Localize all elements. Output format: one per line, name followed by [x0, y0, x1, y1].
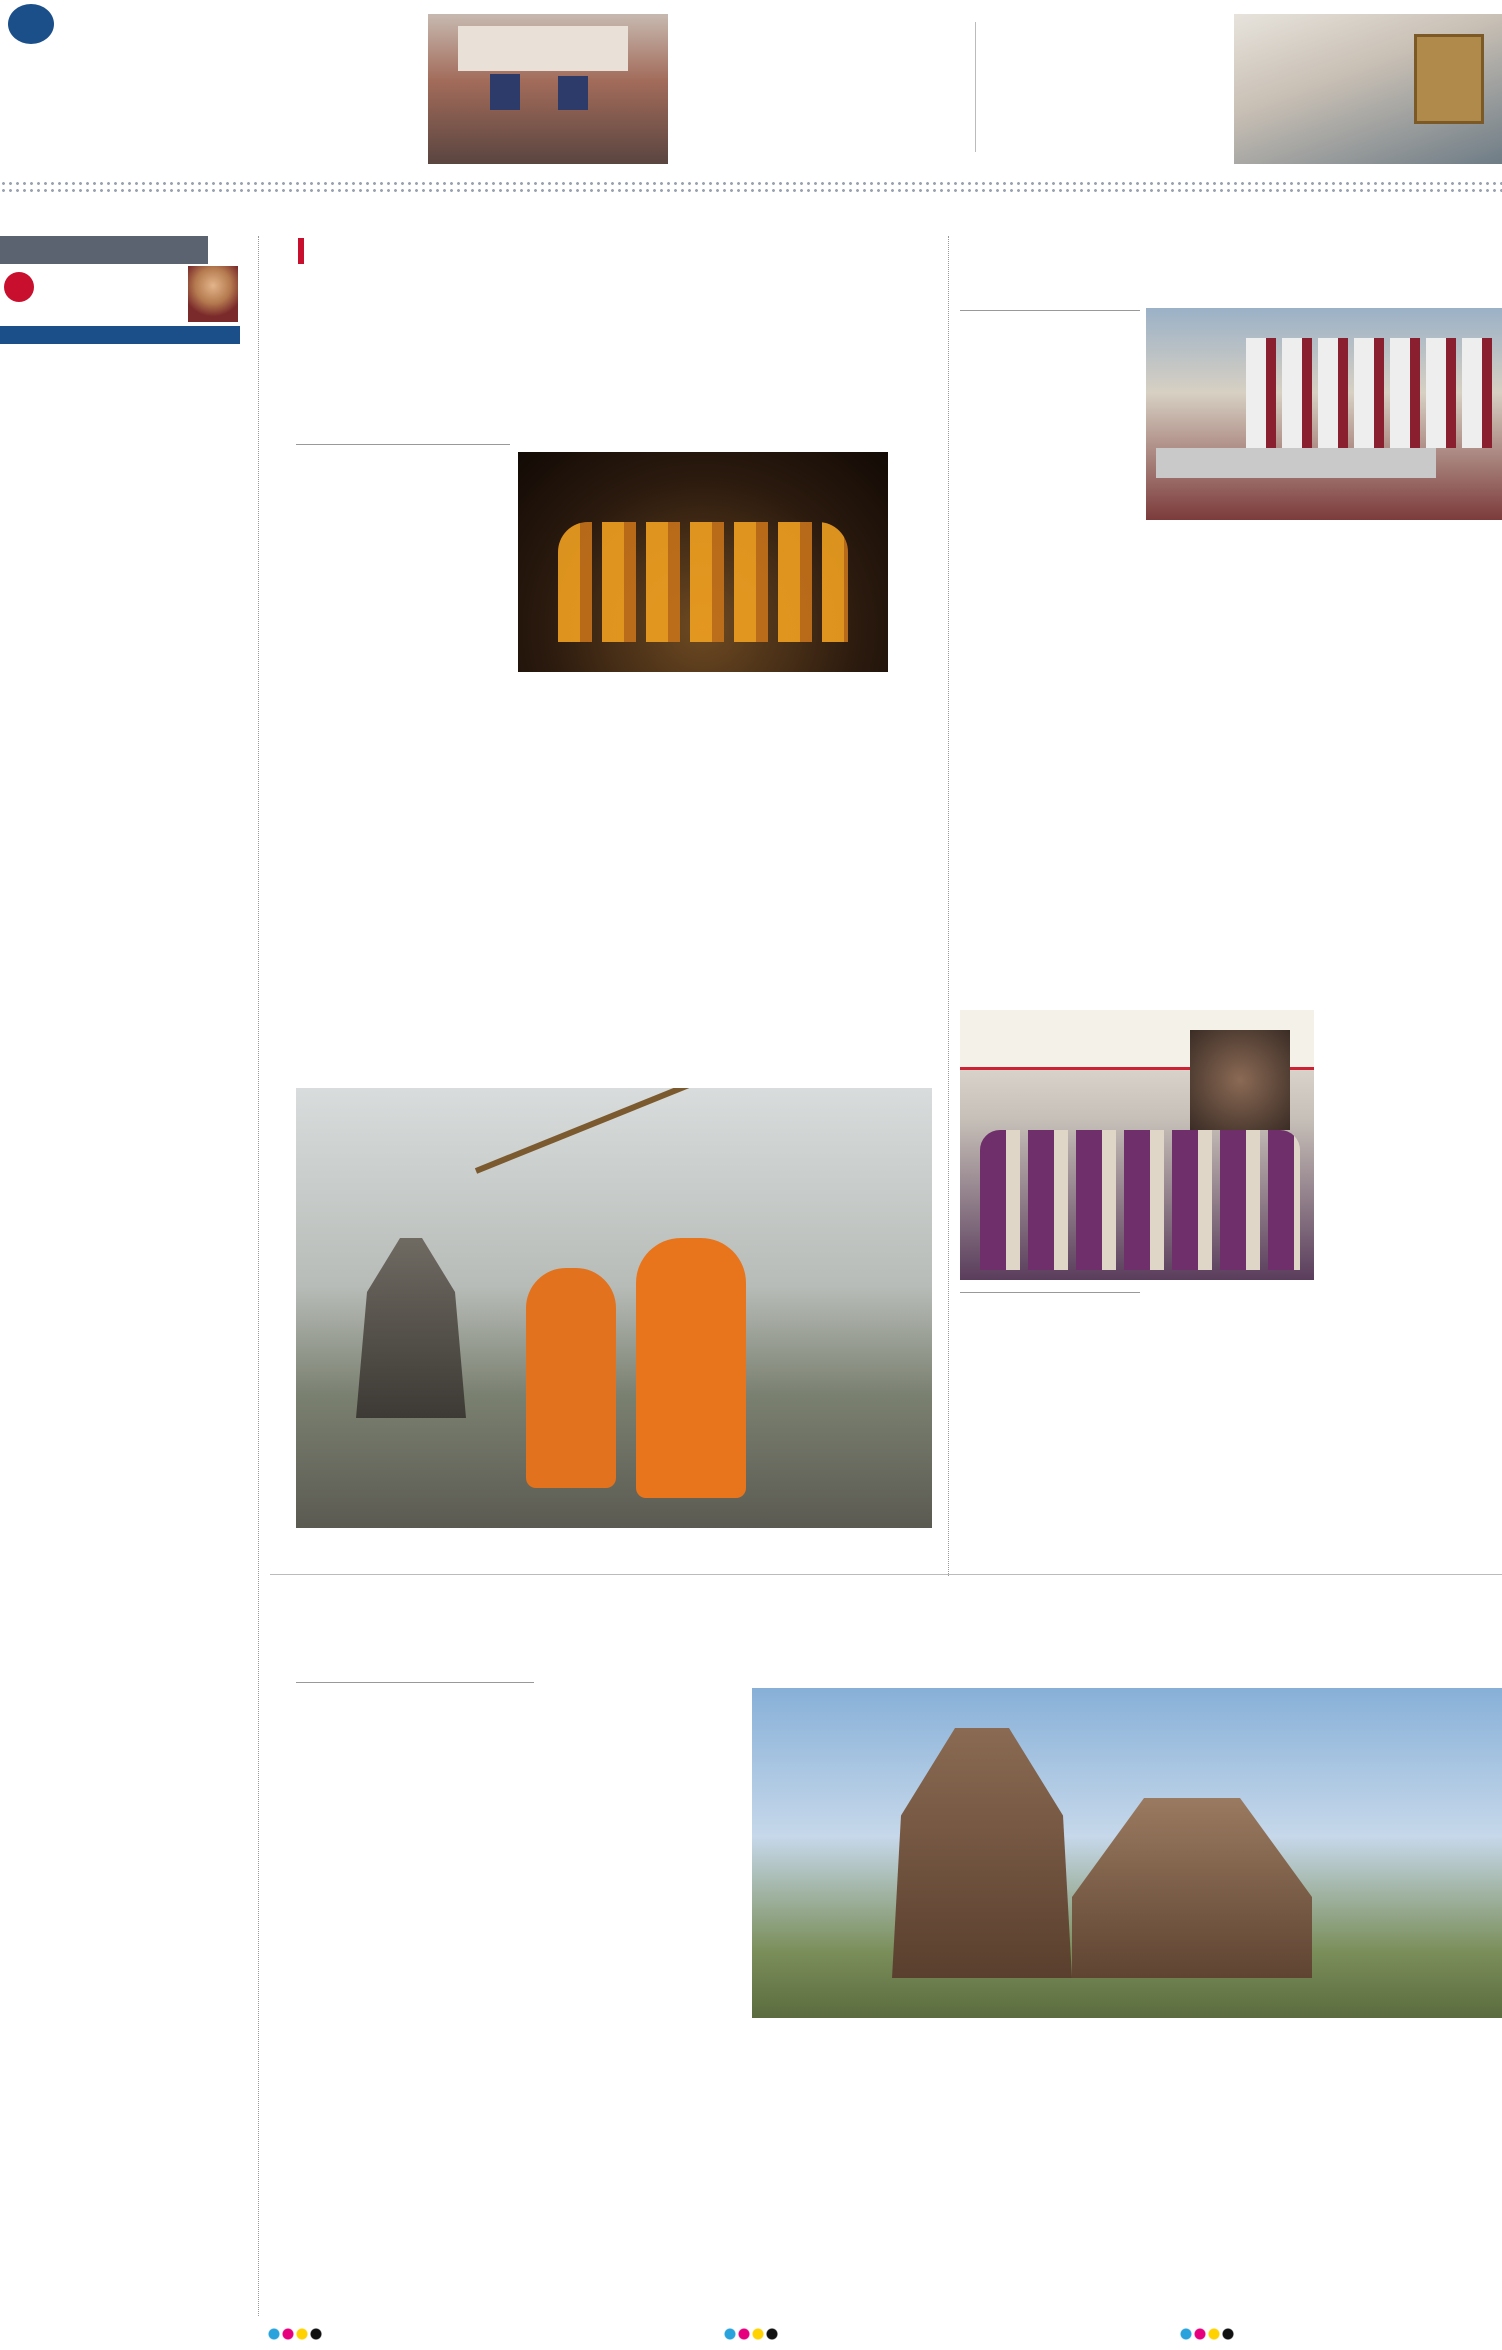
header-dot-rule: [0, 180, 1502, 196]
temple-hall-shape: [1072, 1798, 1312, 1978]
table-shape: [1156, 448, 1436, 478]
legend-photo: [960, 1010, 1314, 1280]
devotee-1: [526, 1268, 616, 1488]
drama-kicker-bar: [298, 238, 304, 264]
reg-cmyk-2: [724, 2328, 784, 2340]
water-photo: [296, 1088, 932, 1528]
science-byline: [960, 308, 1140, 311]
forecast-divider: [258, 236, 259, 2316]
shelter-byline: [296, 1680, 534, 1683]
devotee-2: [636, 1238, 746, 1498]
temple-main-shape: [892, 1728, 1072, 1978]
dancers-shape: [558, 522, 848, 642]
page-number-badge: [8, 4, 54, 44]
forecast-column: [0, 236, 250, 2316]
book-shape-2: [558, 76, 588, 110]
water-kicker: [296, 1060, 328, 1086]
reg-cmyk-1: [268, 2328, 328, 2340]
astrology-dial: [0, 326, 240, 344]
science-photo: [1146, 308, 1502, 520]
banner-shape: [458, 26, 628, 71]
book-shape: [490, 74, 520, 110]
header-divider: [975, 22, 976, 152]
pole-shape: [475, 1088, 848, 1174]
portrait-frame: [1414, 34, 1484, 124]
astrologer-photo: [188, 266, 238, 322]
shelter-rule: [270, 1574, 1502, 1575]
shelter-photo: [752, 1688, 1502, 2018]
mid-divider: [948, 236, 949, 1576]
print-marks: [0, 2322, 1502, 2350]
saluting-photo: [1234, 14, 1502, 164]
drama-byline: [296, 442, 510, 445]
legend-byline: [960, 1290, 1140, 1293]
temple-shape: [356, 1238, 466, 1418]
reg-cmyk-3: [1180, 2328, 1240, 2340]
ganesha-logo-icon: [4, 272, 34, 302]
portrait-shape: [1190, 1030, 1290, 1130]
forecast-title: [0, 236, 208, 264]
drama-photo: [518, 452, 888, 672]
masthead: [0, 0, 340, 150]
ganesha-logo: [4, 270, 180, 320]
singers-shape: [980, 1130, 1300, 1270]
book-release-photo: [428, 14, 668, 164]
students-shape: [1246, 338, 1496, 448]
